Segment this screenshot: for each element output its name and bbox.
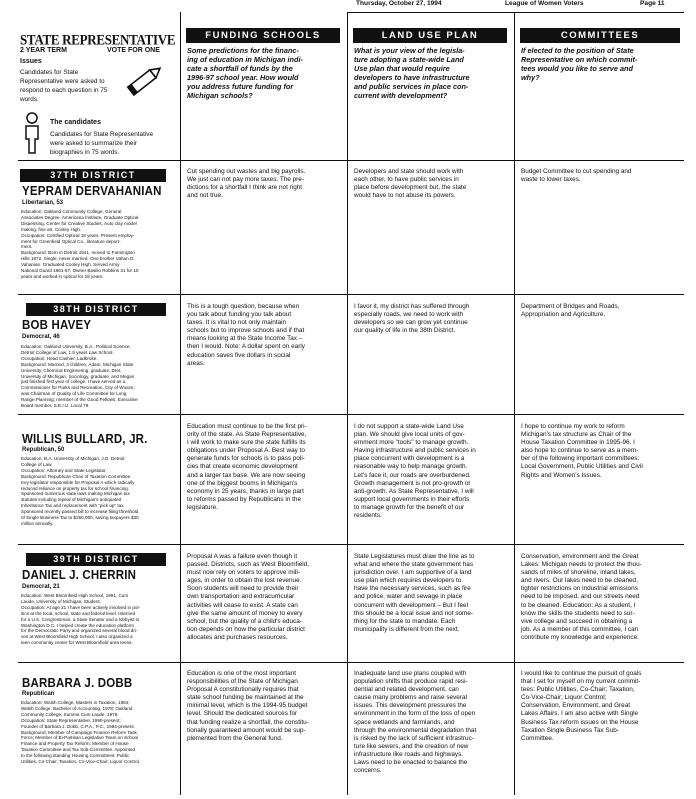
top-rule — [347, 12, 684, 13]
vote-for: VOTE FOR ONE — [107, 47, 160, 54]
column-rule — [180, 12, 181, 795]
answer-land-use: I favor it, my district has suffered through especially roads, we need to work with developers so we can grow yet continue our quality of life in the 38th District. — [354, 303, 470, 335]
candidate-party: Democrat, 21 — [22, 584, 60, 590]
row-rule — [18, 160, 684, 161]
answer-land-use: I do not support a state-wide Land Use plan. We should give local units of gov- ernment more "tools" to manage growth. Having infrastructure and public services in place concurrent with development is a reasonable way to help manage growth. Let's face it, our roads are overburdened. Growth management is not pro-growth or anti-growth. As State Representative, I will support local governments in their efforts to manage growth for the benefit of our residents. — [354, 423, 476, 520]
column-heading-committees: COMMITTEES — [520, 28, 680, 43]
candidate-name: WILLIS BULLARD, JR. — [22, 432, 148, 446]
page-number: Page 11 — [640, 0, 665, 7]
answer-land-use: State Legislatures must draw the line as to what and where the state government has jurisdiction over. I am supportive of a land use plan which requires developers to have the necessary services, such as fire and police, water and sewage in place concurrent with development – But I feel this should be a local issue and not some- thing for the state to mandate. Each municipality is different from the next. — [354, 553, 475, 633]
candidate-bio: Education: Oakland University, B.A., Political Science; Detroit College of Law, 1.5 years Law School. Occupation: Head Cashier, Ladbroke. Background: Married, 3 children, Adam, Michigan State University, Chemical Engineering, graduate, Dret, University of Michigan, Sociology, graduate, and Megan just finished first year of college. I have served as a Commissioner for Parks and Recreation, City of Wixom; was Chairman of Quality of Life Committee for Long Range Planning; member of the Good Fellows; Executive Board member, S.E.I.U. Local 79. — [21, 344, 138, 409]
term-length: 2 YEAR TERM — [20, 47, 67, 54]
district-banner: 38TH DISTRICT — [26, 303, 166, 316]
publisher: League of Women Voters — [505, 0, 584, 7]
answer-funding: Education is one of the most important responsibilities of the State of Michigan. Proposal A constitutionally requires that state school funding be maintained at the minimal level, which is the 1994-95 budget level. Should the dedicated sources for that funding realize a shortfall, the constitu- tionally guaranteed amount would be sup- plemented from the General fund. — [187, 670, 309, 742]
answer-funding: Proposal A was a failure even though it passed. Districts, such as West Bloomfield, must now rely on voters to approve mill- ages, in order to obtain the lost revenue. Soon students will need to provide their own transportation and extracurricular activities will cease to exist. A state can give the same amount of money to every school, but the quality of a child's educa- tion depends on how the particular district allocates and purchases resources. — [187, 553, 310, 641]
question-land-use: What is your view of the legisla- ture adopting a state-wide Land Use plan that would require developers to have infrastructure and public services in place con- current with development? — [354, 46, 470, 100]
candidate-party: Libertarian, 53 — [22, 200, 64, 206]
answer-funding: This is a tough question, because when you talk about funding you talk about taxes. It is vital to not only maintain schools but to improve schools and if that means looking at the State Income Tax – then I would. Note: A dollar spent on early education saves five dollars in social areas. — [187, 303, 305, 367]
candidate-bio: Education: Walsh College, Masters in Taxation, 1984; Walsh College, Bachelor of Accounting, 1978; Oakland Community College, Summa Cum Laude, 1976. Occupation: State Representative, 1990-present; Founder of Barbara J. Dobb, C.P.A., P.C., 1984-present. Background: Member of Campaign Finance Reform Task Force; Member of Bi-Partisan Legislative Team on School Finance and Property Tax Reform; Member of House Taxation Committee and Tax Sub-Committee. Appointed to the following standing Housing Committees: Public Utilities, Co-Chair, Taxation, Co-Vice-Chair; Liquor Control. — [21, 700, 141, 765]
candidates-text: Candidates for State Representative were asked to summarize their biographies in 75 words. — [50, 131, 154, 156]
answer-committees: Department of Bridges and Roads, Appropriation and Agriculture. — [521, 303, 620, 319]
race-title: STATE REPRESENTATIVE — [20, 31, 176, 48]
candidates-heading: The candidates — [50, 119, 101, 126]
row-rule — [18, 414, 684, 415]
answer-committees: Budget Committee to cut spending and waste to lower taxes. — [521, 168, 632, 184]
answer-committees: Conservation, environment and the Great Lakes: Michigan needs to protect the thou- sands of miles of shoreline, inland lakes, and rivers. Our lakes need to be cleaned, tighter restrictions on industrial emissions need to be imposed, and our streets need to be cleaned. Education: As a student, I know the skills the students need to sur- vive college and succeed in obtaining a job. As a member of this committee, I can contribute my knowledge and experience. — [521, 553, 642, 641]
issue-date: Thursday, October 27, 1994 — [356, 0, 442, 7]
candidate-bio: Education: West Bloomfield High School, 1991, Cum Laude, University of Michigan, Student. Occupation: At age 21 I have been actively involved in pol- itics at the local, school, state and federal level. Interned for a U.S. Congressman, a State Senator and a lobbyist in Washington D.C. I helped create the education platform for the Democratic Party and organized several blood dri- ves at West Bloomfield High School. I also organized a teen community center for West Bloomfield area teens. — [21, 593, 141, 646]
answer-funding: Education must continue to be the first pri- ority of the state. As State Representative, I will work to make sure the state fulfills its obligations under Proposal A. Best way to generate funds for schools is to pass poli- cies that create economic development and a larger tax base. We are now seeing one of the biggest booms in Michigan's economy in 25 years, thanks in large part to reforms passed by Republicans in the legislature. — [187, 423, 307, 511]
district-banner: 37TH DISTRICT — [20, 169, 166, 182]
candidate-party: Democrat, 46 — [22, 334, 60, 340]
row-rule — [18, 544, 684, 545]
answer-committees: I hope to continue my work to reform Michigan's tax structure as Chair of the House Taxation Committee in 1995-96. I also hope to continue to serve as a mem- ber of the following important committees: Local Government, Public Utilities and Civil Rights and Women's Issues. — [521, 423, 643, 479]
question-funding: Some predictions for the financ- ing of education in Michigan indi- cate a shortfall of funds by the 1996-97 school year. How would you address future funding for Michigan schools? — [187, 46, 303, 100]
person-icon — [24, 112, 40, 154]
row-rule — [18, 294, 684, 295]
candidate-party: Republican — [22, 691, 55, 697]
candidate-bio: Education: B.A. University of Michigan, J.D. Detroit College of Law. Occupation: Attorney and State Legislator. Background: Republican Chair of Taxation Committee. Key legislator responsible for Proposal A which radically reduced reliance on property tax for school financing. Sponsored numerous state laws making Michigan tax statutes including repeal of Michigan's antiquated Inheritance Tax and replacement with "pick up" tax. Sponsored recently passed bill to increase filing threshold of Single Business Tax to $250,000, saving taxpayers $30 million annually. — [21, 456, 139, 526]
pencil-icon — [123, 62, 167, 98]
candidate-name: BARBARA J. DOBB — [22, 676, 133, 690]
column-heading-funding: FUNDING SCHOOLS — [186, 28, 340, 43]
answer-land-use: Developers and state should work with each other, to have public services in place before development but, the state would have to not abuse its powers. — [354, 168, 467, 200]
candidate-name: DANIEL J. CHERRIN — [22, 568, 137, 582]
column-heading-land-use: LAND USE PLAN — [353, 28, 507, 43]
candidate-name: YEPRAM DERVAHANIAN — [22, 184, 162, 198]
row-rule — [18, 662, 684, 663]
answer-committees: I would like to continue the pursuit of goals that I set for myself on my current commit- tees: Public Utilities, Co-Chair; Taxation, Co-Vice-Chair; Liquor Control; Conservation, Environment, and Great Lakes Affairs. I am also active with Single Business Tax reform issues on the House Taxation Single Business Tax Sub- Committee. — [521, 670, 642, 742]
issues-text: Candidates for State Representative were asked to respond to each question in 75 words. — [20, 69, 108, 103]
candidate-name: BOB HAVEY — [22, 318, 92, 332]
issues-heading: Issues — [20, 58, 42, 65]
column-rule — [347, 12, 348, 795]
candidate-party: Republican, 50 — [22, 447, 65, 453]
answer-land-use: Inadequate land use plans coupled with population shifts that produce rapid resi- dential and related development, can cause many problems and raise several issues. This development pressures the environment in the form of the loss of open space wetlands and farmlands, and through the environmental degradation that is risked by the lack of sufficient infrastruc- ture like sewers, and the creation of new infrastructure like roads and highways. Laws need to be enacted to balance the concerns. — [354, 670, 477, 775]
question-committees: If elected to the position of State Representative on which commit- tees would you like to serve and why? — [521, 46, 638, 82]
candidate-bio: Education: Oakland Community College, General Associates Degree. Americana Institute, Graduate Optical Dispensing. Center for Creative Studies, Auto clay model making, fine art. Cooley High. Occupation: Certified Optical 18 years. Present employ- ment for Greenfield Optical Co., literature deport- ment. Background: Born in Detroit 1941, moved to Farmington Hills 1972. Single, never married. One brother Vahan D. Vahanian. Graduated Cooley High. Served Army National Guard 1961-67. Owner Basilio Robbins 31 for 10 years and worked in optical for 18 years. — [21, 209, 139, 279]
answer-funding: Cut spending out wastes and big payrolls. We just can not pay more taxes. The pre- dictions for a shortfall I think are not right and not true. — [187, 168, 306, 200]
column-rule — [514, 12, 515, 795]
district-banner: 39TH DISTRICT — [26, 553, 166, 566]
